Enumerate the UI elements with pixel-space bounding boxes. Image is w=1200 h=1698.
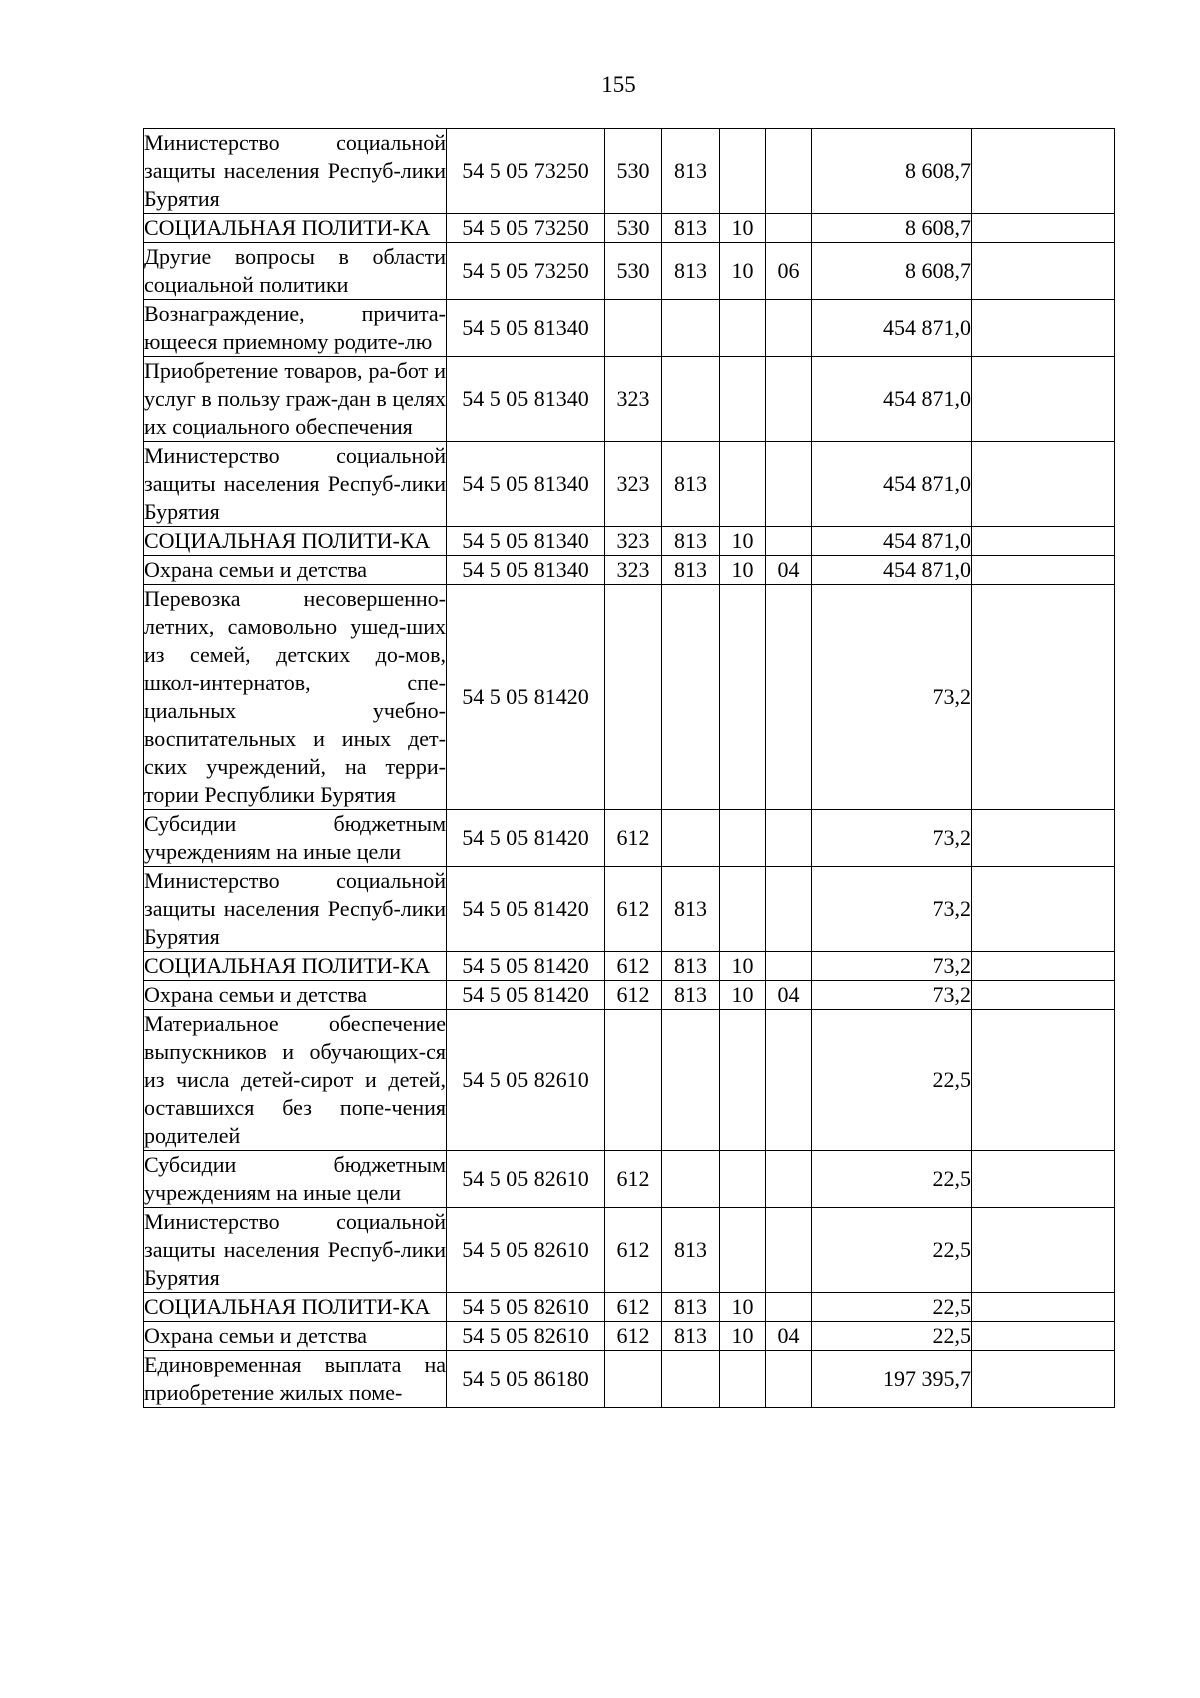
row-extra: [972, 1351, 1115, 1408]
row-name: Перевозка несовершенно-летних, самовольно ушед-ших из семей, детских до-мов, школ-интернатов, спе-циальных учебно-воспитательных и иных дет-ских учреждений, на терри-тории Республики Бурятия: [144, 585, 447, 810]
row-subsection: [766, 867, 812, 952]
row-code: 54 5 05 82610: [447, 1293, 605, 1322]
row-code: 54 5 05 81420: [447, 952, 605, 981]
table-row: [144, 556, 1115, 585]
table-row: [144, 442, 1115, 527]
table-row: [144, 527, 1115, 556]
row-section: [720, 1010, 766, 1151]
row-name: СОЦИАЛЬНАЯ ПОЛИТИ-КА: [144, 1293, 447, 1322]
row-subsection: [766, 1293, 812, 1322]
table-row: [144, 867, 1115, 952]
row-name: Приобретение товаров, ра-бот и услуг в пользу граж-дан в целях их социального обеспечения: [144, 357, 447, 442]
row-sum: 22,5: [812, 1151, 972, 1208]
table-row: [144, 1351, 1115, 1408]
row-subsection: [766, 1351, 812, 1408]
row-extra: [972, 214, 1115, 243]
row-section: 10: [720, 952, 766, 981]
row-ministry-code: [662, 1351, 720, 1408]
row-code: 54 5 05 82610: [447, 1010, 605, 1151]
row-subsection: [766, 129, 812, 214]
row-extra: [972, 243, 1115, 300]
row-subsection: 04: [766, 981, 812, 1010]
table-row: [144, 357, 1115, 442]
row-code: 54 5 05 81340: [447, 442, 605, 527]
row-name: СОЦИАЛЬНАЯ ПОЛИТИ-КА: [144, 214, 447, 243]
row-extra: [972, 981, 1115, 1010]
row-extra: [972, 1010, 1115, 1151]
row-ministry-code: [662, 1010, 720, 1151]
row-expense-type: 612: [605, 952, 662, 981]
row-section: 10: [720, 214, 766, 243]
row-sum: 22,5: [812, 1010, 972, 1151]
row-section: 10: [720, 1322, 766, 1351]
row-ministry-code: 813: [662, 129, 720, 214]
row-section: 10: [720, 556, 766, 585]
row-subsection: [766, 527, 812, 556]
row-ministry-code: 813: [662, 214, 720, 243]
page-number: 155: [601, 72, 636, 97]
row-expense-type: 530: [605, 243, 662, 300]
row-ministry-code: 813: [662, 952, 720, 981]
table-row: [144, 585, 1115, 810]
row-extra: [972, 300, 1115, 357]
row-expense-type: 530: [605, 129, 662, 214]
row-expense-type: [605, 300, 662, 357]
row-expense-type: 323: [605, 556, 662, 585]
row-ministry-code: 813: [662, 243, 720, 300]
row-subsection: 04: [766, 556, 812, 585]
table-row: [144, 243, 1115, 300]
row-sum: 454 871,0: [812, 357, 972, 442]
row-subsection: [766, 214, 812, 243]
row-sum: 73,2: [812, 810, 972, 867]
row-ministry-code: 813: [662, 1322, 720, 1351]
row-extra: [972, 585, 1115, 810]
row-section: 10: [720, 981, 766, 1010]
row-subsection: [766, 585, 812, 810]
row-extra: [972, 129, 1115, 214]
table-row: [144, 1151, 1115, 1208]
row-ministry-code: [662, 357, 720, 442]
row-code: 54 5 05 82610: [447, 1322, 605, 1351]
row-expense-type: 612: [605, 1151, 662, 1208]
row-ministry-code: 813: [662, 1208, 720, 1293]
row-code: 54 5 05 81420: [447, 981, 605, 1010]
table-row: [144, 1322, 1115, 1351]
row-code: 54 5 05 81420: [447, 585, 605, 810]
row-name: Вознаграждение, причита-ющееся приемному родите-лю: [144, 300, 447, 357]
row-extra: [972, 357, 1115, 442]
row-name: Министерство социальной защиты населения Респуб-лики Бурятия: [144, 442, 447, 527]
row-name: Охрана семьи и детства: [144, 981, 447, 1010]
row-name: Министерство социальной защиты населения Респуб-лики Бурятия: [144, 867, 447, 952]
row-subsection: 04: [766, 1322, 812, 1351]
row-extra: [972, 1322, 1115, 1351]
row-subsection: [766, 357, 812, 442]
row-subsection: [766, 952, 812, 981]
row-section: [720, 129, 766, 214]
row-name: Материальное обеспечение выпускников и обучающих-ся из числа детей-сирот и детей, оставшихся без попе-чения родителей: [144, 1010, 447, 1151]
row-subsection: [766, 1151, 812, 1208]
table-row: [144, 1293, 1115, 1322]
row-sum: 454 871,0: [812, 556, 972, 585]
row-section: [720, 867, 766, 952]
row-name: СОЦИАЛЬНАЯ ПОЛИТИ-КА: [144, 527, 447, 556]
row-ministry-code: 813: [662, 1293, 720, 1322]
row-expense-type: [605, 585, 662, 810]
table-row: [144, 952, 1115, 981]
row-extra: [972, 442, 1115, 527]
row-subsection: [766, 1208, 812, 1293]
row-name: Субсидии бюджетным учреждениям на иные цели: [144, 810, 447, 867]
row-ministry-code: [662, 300, 720, 357]
table-row: [144, 214, 1115, 243]
row-section: [720, 810, 766, 867]
row-name: Единовременная выплата на приобретение жилых поме-: [144, 1351, 447, 1408]
row-ministry-code: 813: [662, 556, 720, 585]
row-code: 54 5 05 86180: [447, 1351, 605, 1408]
row-expense-type: 612: [605, 981, 662, 1010]
row-expense-type: 612: [605, 1322, 662, 1351]
row-sum: 73,2: [812, 867, 972, 952]
row-extra: [972, 867, 1115, 952]
row-section: [720, 1208, 766, 1293]
row-sum: 8 608,7: [812, 129, 972, 214]
row-ministry-code: 813: [662, 527, 720, 556]
row-ministry-code: 813: [662, 442, 720, 527]
row-sum: 73,2: [812, 981, 972, 1010]
row-ministry-code: [662, 1151, 720, 1208]
row-name: Охрана семьи и детства: [144, 556, 447, 585]
row-code: 54 5 05 81340: [447, 556, 605, 585]
row-section: 10: [720, 527, 766, 556]
row-extra: [972, 1293, 1115, 1322]
row-section: [720, 1351, 766, 1408]
row-code: 54 5 05 73250: [447, 243, 605, 300]
row-code: 54 5 05 82610: [447, 1151, 605, 1208]
row-sum: 454 871,0: [812, 527, 972, 556]
row-sum: 22,5: [812, 1208, 972, 1293]
table-row: [144, 129, 1115, 214]
row-extra: [972, 556, 1115, 585]
row-section: [720, 585, 766, 810]
row-section: [720, 1151, 766, 1208]
row-code: 54 5 05 81420: [447, 867, 605, 952]
budget-table: [143, 128, 1115, 1408]
row-expense-type: 530: [605, 214, 662, 243]
row-subsection: [766, 810, 812, 867]
row-extra: [972, 1151, 1115, 1208]
row-subsection: [766, 1010, 812, 1151]
row-expense-type: 323: [605, 527, 662, 556]
row-section: 10: [720, 243, 766, 300]
row-name: Министерство социальной защиты населения Респуб-лики Бурятия: [144, 1208, 447, 1293]
row-code: 54 5 05 81340: [447, 357, 605, 442]
row-ministry-code: [662, 810, 720, 867]
row-sum: 73,2: [812, 952, 972, 981]
table-row: [144, 1208, 1115, 1293]
row-ministry-code: [662, 585, 720, 810]
row-code: 54 5 05 81340: [447, 300, 605, 357]
row-expense-type: 612: [605, 810, 662, 867]
row-section: [720, 442, 766, 527]
row-sum: 8 608,7: [812, 214, 972, 243]
row-ministry-code: 813: [662, 867, 720, 952]
row-section: 10: [720, 1293, 766, 1322]
row-sum: 22,5: [812, 1322, 972, 1351]
table-row: [144, 810, 1115, 867]
row-extra: [972, 1208, 1115, 1293]
row-sum: 73,2: [812, 585, 972, 810]
row-name: Министерство социальной защиты населения Респуб-лики Бурятия: [144, 129, 447, 214]
row-sum: 22,5: [812, 1293, 972, 1322]
row-code: 54 5 05 73250: [447, 129, 605, 214]
row-expense-type: 612: [605, 1293, 662, 1322]
row-sum: 454 871,0: [812, 300, 972, 357]
row-expense-type: 323: [605, 357, 662, 442]
row-name: СОЦИАЛЬНАЯ ПОЛИТИ-КА: [144, 952, 447, 981]
table-row: [144, 981, 1115, 1010]
row-subsection: 06: [766, 243, 812, 300]
row-expense-type: 612: [605, 867, 662, 952]
row-expense-type: 323: [605, 442, 662, 527]
row-extra: [972, 952, 1115, 981]
row-code: 54 5 05 81340: [447, 527, 605, 556]
row-name: Другие вопросы в области социальной политики: [144, 243, 447, 300]
row-extra: [972, 527, 1115, 556]
row-section: [720, 357, 766, 442]
table-row: [144, 300, 1115, 357]
row-subsection: [766, 300, 812, 357]
row-name: Охрана семьи и детства: [144, 1322, 447, 1351]
row-code: 54 5 05 82610: [447, 1208, 605, 1293]
row-expense-type: [605, 1010, 662, 1151]
row-sum: 454 871,0: [812, 442, 972, 527]
row-code: 54 5 05 81420: [447, 810, 605, 867]
row-code: 54 5 05 73250: [447, 214, 605, 243]
row-expense-type: [605, 1351, 662, 1408]
row-subsection: [766, 442, 812, 527]
table-body: [144, 129, 1115, 1408]
row-sum: 8 608,7: [812, 243, 972, 300]
row-ministry-code: 813: [662, 981, 720, 1010]
row-section: [720, 300, 766, 357]
row-expense-type: 612: [605, 1208, 662, 1293]
table-row: [144, 1010, 1115, 1151]
row-sum: 197 395,7: [812, 1351, 972, 1408]
row-name: Субсидии бюджетным учреждениям на иные цели: [144, 1151, 447, 1208]
row-extra: [972, 810, 1115, 867]
